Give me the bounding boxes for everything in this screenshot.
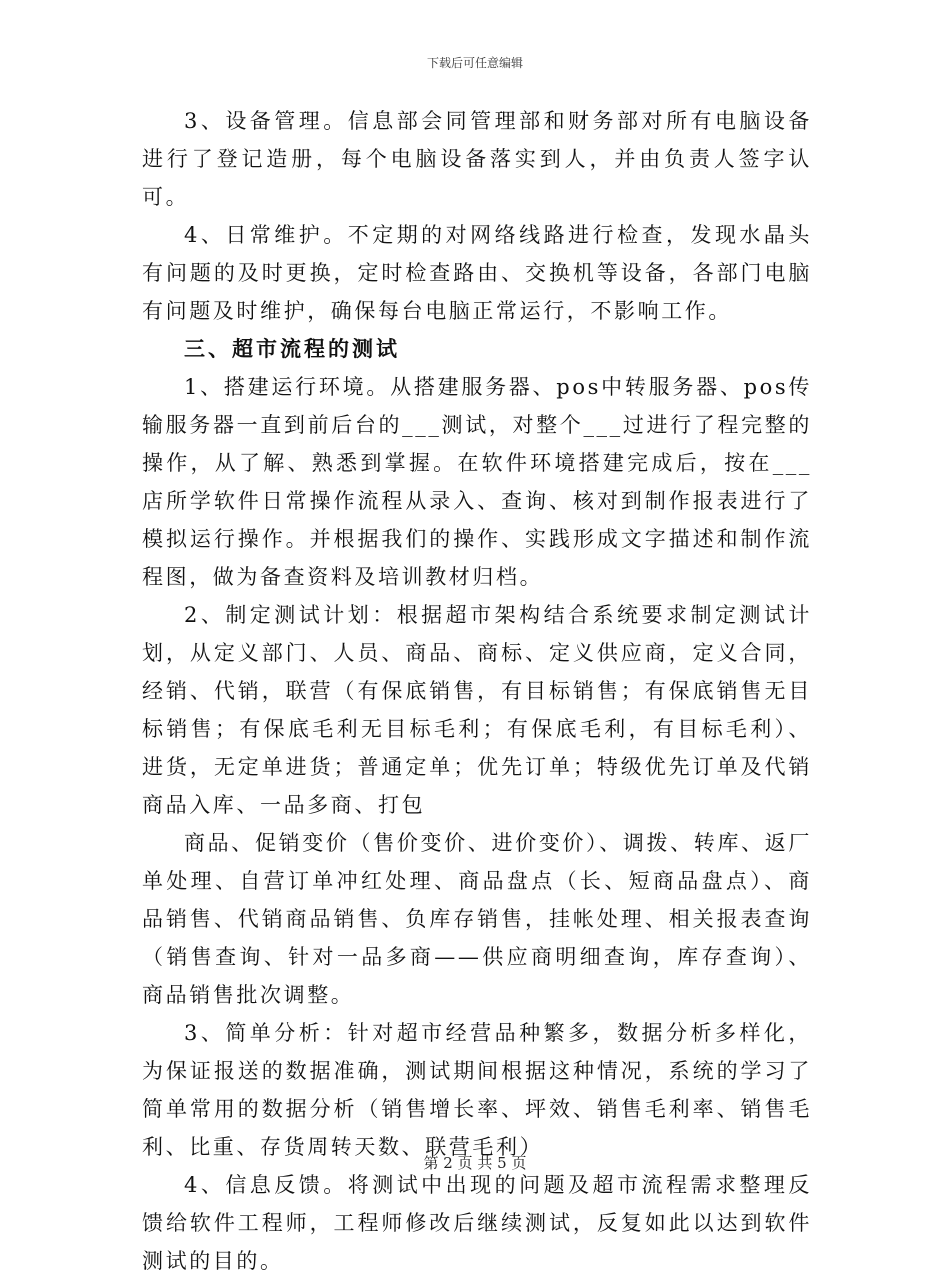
paragraph-daily-maintenance: 4、日常维护。不定期的对网络线路进行检查，发现水晶头有问题的及时更换，定时检查路由、交换机等设备，各部门电脑有问题及时维护，确保每台电脑正常运行，不影响工作。: [142, 223, 812, 323]
paragraph-simple-analysis: 3、简单分析：针对超市经营品种繁多，数据分析多样化，为保证报送的数据准确，测试期间根据这种情况，系统的学习了简单常用的数据分析（销售增长率、坪效、销售毛利率、销售毛利、比重、存货周转天数、联营毛利）: [142, 1021, 812, 1159]
paragraph-equipment-management: 3、设备管理。信息部会同管理部和财务部对所有电脑设备进行了登记造册，每个电脑设备落实到人，并由负责人签字认可。: [142, 109, 812, 209]
paragraph-test-plan: 2、制定测试计划：根据超市架构结合系统要求制定测试计划，从定义部门、人员、商品、商标、定义供应商，定义合同，经销、代销，联营（有保底销售，有目标销售；有保底销售无目标销售；有保底毛利无目标毛利；有保底毛利，有目标毛利）、进货，无定单进货；普通定单；优先订单；特级优先订单及代销商品入库、一品多商、打包: [142, 603, 812, 817]
document-body: [142, 102, 812, 1280]
section-heading: 三、超市流程的测试: [184, 336, 400, 361]
page-header: 下载后可任意编辑: [426, 56, 523, 70]
paragraph-feedback: 4、信息反馈。将测试中出现的问题及超市流程需求整理反馈给软件工程师，工程师修改后继续测试，反复如此以达到软件测试的目的。: [142, 1173, 812, 1273]
page-footer: 第 2 页 共 5 页: [423, 1154, 527, 1172]
paragraph-test-plan-continued: 商品、促销变价（售价变价、进价变价）、调拨、转库、返厂单处理、自营订单冲红处理、商品盘点（长、短商品盘点）、商品销售、代销商品销售、负库存销售，挂帐处理、相关报表查询（销售查询、针对一品多商——供应商明细查询，库存查询）、商品销售批次调整。: [142, 831, 812, 1007]
paragraph-environment-setup: 1、搭建运行环境。从搭建服务器、pos中转服务器、pos传输服务器一直到前后台的___测试，对整个___过进行了程完整的操作，从了解、熟悉到掌握。在软件环境搭建完成后，按在___店所学软件日常操作流程从录入、查询、核对到制作报表进行了模拟运行操作。并根据我们的操作、实践形成文字描述和制作流程图，做为备查资料及培训教材归档。: [142, 375, 812, 589]
